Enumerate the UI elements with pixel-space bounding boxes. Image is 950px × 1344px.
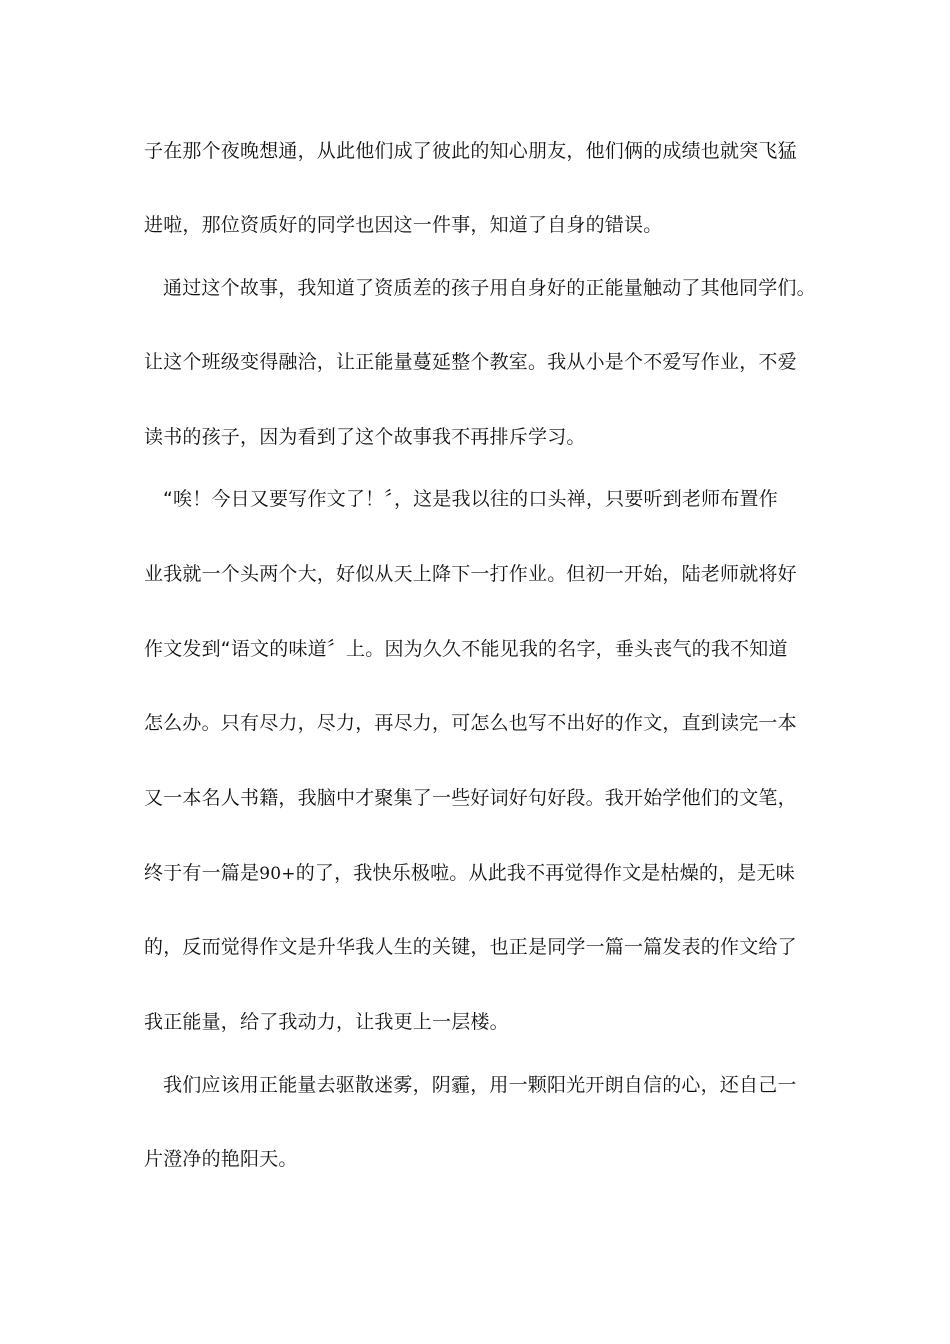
text-segment: 的了，我快乐极啦。从此我不再觉得作文是枯燥的，是无味	[295, 862, 795, 884]
text-line: 子在那个夜晚想通，从此他们成了彼此的知心朋友，他们俩的成绩也就突飞猛	[144, 140, 797, 162]
text-line: 片澄净的艳阳天。	[144, 1148, 298, 1170]
paragraph-first-line: “唉！今日又要写作文了！〞，这是我以往的口头禅，只要听到老师布置作	[163, 488, 778, 510]
text-line: 进啦，那位资质好的同学也因这一件事，知道了自身的错误。	[144, 214, 663, 236]
text-line: 让这个班级变得融洽，让正能量蔓延整个教室。我从小是个不爱写作业，不爱	[144, 351, 797, 373]
text-line: 怎么办。只有尽力，尽力，再尽力，可怎么也写不出好的作文，直到读完一本	[144, 712, 797, 734]
text-line	[144, 861, 806, 886]
text-line: 业我就一个头两个大，好似从天上降下一打作业。但初一开始，陆老师就将好	[144, 563, 797, 585]
text-line: 读书的孩子，因为看到了这个故事我不再排斥学习。	[144, 426, 586, 448]
text-line: 的，反而觉得作文是升华我人生的关键，也正是同学一篇一篇发表的作文给了	[144, 936, 797, 958]
paragraph-first-line: 通过这个故事，我知道了资质差的孩子用自身好的正能量触动了其他同学们。	[163, 277, 816, 299]
text-segment: 终于有一篇是	[144, 862, 260, 884]
text-line: 作文发到“语文的味道〞上。因为久久不能见我的名字，垂头丧气的我不知道	[144, 638, 788, 660]
paragraph-first-line: 我们应该用正能量去驱散迷雾，阴霾，用一颗阳光开朗自信的心，还自己一	[163, 1074, 797, 1096]
text-line: 我正能量，给了我动力，让我更上一层楼。	[144, 1011, 509, 1033]
score-number: 90+	[259, 864, 296, 884]
text-line: 又一本名人书籍，我脑中才聚集了一些好词好句好段。我开始学他们的文笔，	[144, 787, 797, 809]
